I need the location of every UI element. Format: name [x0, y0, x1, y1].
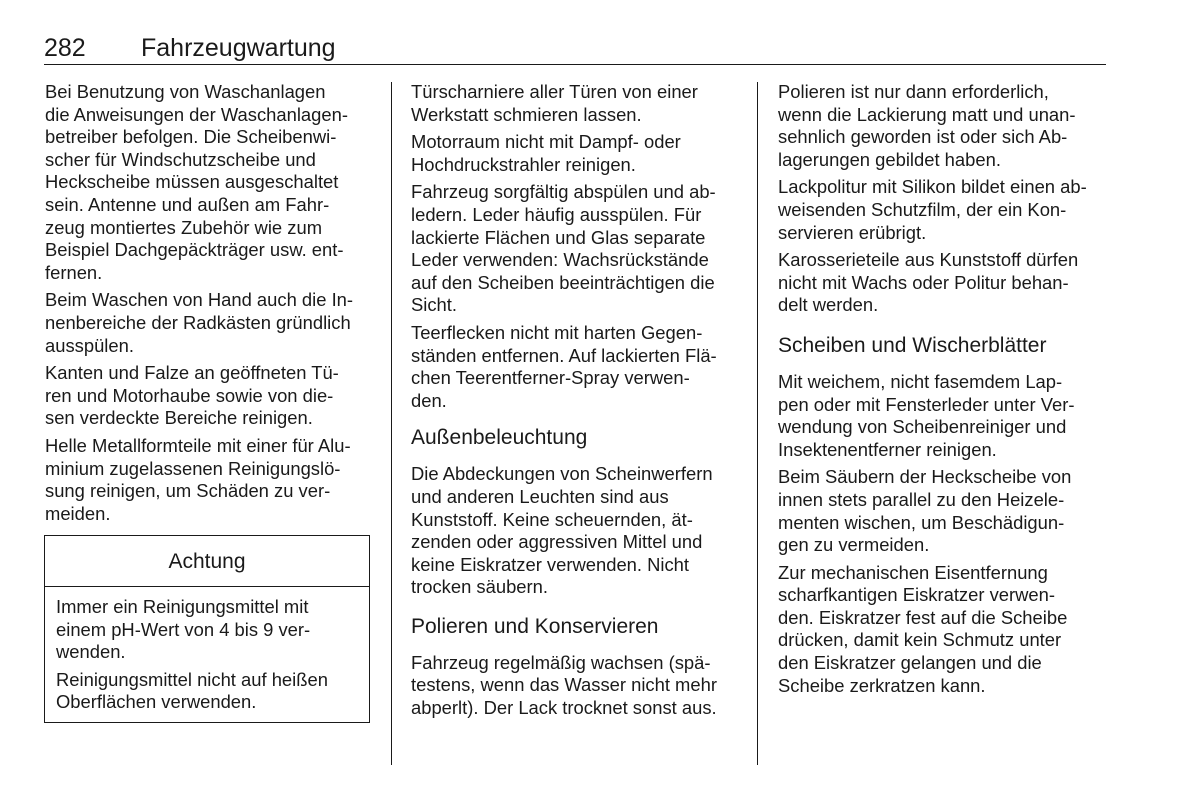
paragraph-plastic-parts: Karosserieteile aus Kunststoff dürfen nicht mit Wachs oder Politur behan- delt werden.	[778, 249, 1079, 316]
paragraph-ice-removal: Zur mechanischen Eisentfernung scharfkantigen Eiskratzer verwen- den. Eiskratzer fest auf die Scheibe drücken, damit kein Schmutz unter den Eiskratzer gelangen und die Scheibe zerkratzen kann.	[778, 561, 1068, 696]
paragraph-rinse-dry: Fahrzeug sorgfältig abspülen und ab- ledern. Leder häufig ausspülen. Für lackierte Flächen und Glas separate Leder verwenden: Wachsrückstände auf den Scheiben beeinträchtigen die Sicht.	[411, 181, 716, 316]
column-2	[411, 81, 746, 725]
column-divider-right	[757, 82, 758, 765]
paragraph-car-wash: Bei Benutzung von Waschanlagen die Anweisungen der Waschanlagen- betreiber befolgen. Die Scheibenwi- scher für Windschutzscheibe und Heckscheibe müssen ausgeschaltet sein. Antenne und außen am Fahr- zeug montiertes Zubehör wie zum Beispiel Dachgepäckträger usw. ent- fernen.	[45, 81, 348, 283]
column-1	[45, 81, 375, 530]
paragraph-tar-spots: Teerflecken nicht mit harten Gegen- ständen entfernen. Auf lackierten Flä- chen Teerentferner-Spray verwen- den.	[411, 321, 717, 411]
paragraph-silicone-polish: Lackpolitur mit Silikon bildet einen ab- weisenden Schutzfilm, der ein Kon- servieren erübrigt.	[778, 176, 1087, 243]
paragraph-engine-bay: Motorraum nicht mit Dampf- oder Hochdruckstrahler reinigen.	[411, 131, 681, 175]
warning-title: Achtung	[45, 536, 369, 587]
page-header	[44, 33, 1104, 64]
heading-windows-wipers: Scheiben und Wischerblätter	[778, 333, 1047, 357]
warning-paragraph-ph: Immer ein Reinigungsmittel mit einem pH-Wert von 4 bis 9 ver- wenden.	[56, 596, 311, 663]
paragraph-polish-when: Polieren ist nur dann erforderlich, wenn die Lackierung matt und unan- sehnlich geworden ist oder sich Ab- lagerungen gebildet haben.	[778, 81, 1076, 170]
warning-box	[44, 535, 370, 723]
page-title: Fahrzeugwartung	[141, 34, 336, 62]
paragraph-hand-wash: Beim Waschen von Hand auch die In- nenbereiche der Radkästen gründlich ausspülen.	[45, 289, 354, 356]
heading-exterior-lighting: Außenbeleuchtung	[411, 426, 588, 450]
paragraph-door-hinges: Türscharniere aller Türen von einer Werkstatt schmieren lassen.	[411, 81, 698, 125]
paragraph-waxing: Fahrzeug regelmäßig wachsen (spä- testens, wenn das Wasser nicht mehr abperlt). Der Lack trocknet sonst aus.	[411, 651, 717, 719]
paragraph-metal-trim: Helle Metallformteile mit einer für Alu- minium zugelassenen Reinigungslö- sung reinigen, um Schäden zu ver- meiden.	[45, 434, 351, 524]
paragraph-edges-folds: Kanten und Falze an geöffneten Tü- ren und Motorhaube sowie von die- sen verdeckte Bereiche reinigen.	[45, 362, 339, 429]
page-number: 282	[44, 34, 86, 62]
heading-polishing-preserving: Polieren und Konservieren	[411, 614, 659, 638]
column-divider-left	[391, 82, 392, 765]
column-3	[778, 81, 1108, 702]
warning-body	[56, 596, 328, 719]
paragraph-window-cleaning: Mit weichem, nicht fasemdem Lap- pen oder mit Fensterleder unter Ver- wendung von Scheibenreiniger und Insektenentferner reinigen.	[778, 370, 1075, 460]
warning-paragraph-hot-surfaces: Reinigungsmittel nicht auf heißen Oberflächen verwenden.	[56, 668, 328, 713]
paragraph-rear-window: Beim Säubern der Heckscheibe von innen stets parallel zu den Heizele- menten wischen, um Beschädigun- gen zu vermeiden.	[778, 466, 1072, 556]
header-rule	[44, 64, 1106, 65]
paragraph-lighting-covers: Die Abdeckungen von Scheinwerfern und anderen Leuchten sind aus Kunststoff. Keine scheuernden, ät- zenden oder aggressiven Mittel und keine Eiskratzer verwenden. Nicht trocken säubern.	[411, 463, 713, 598]
